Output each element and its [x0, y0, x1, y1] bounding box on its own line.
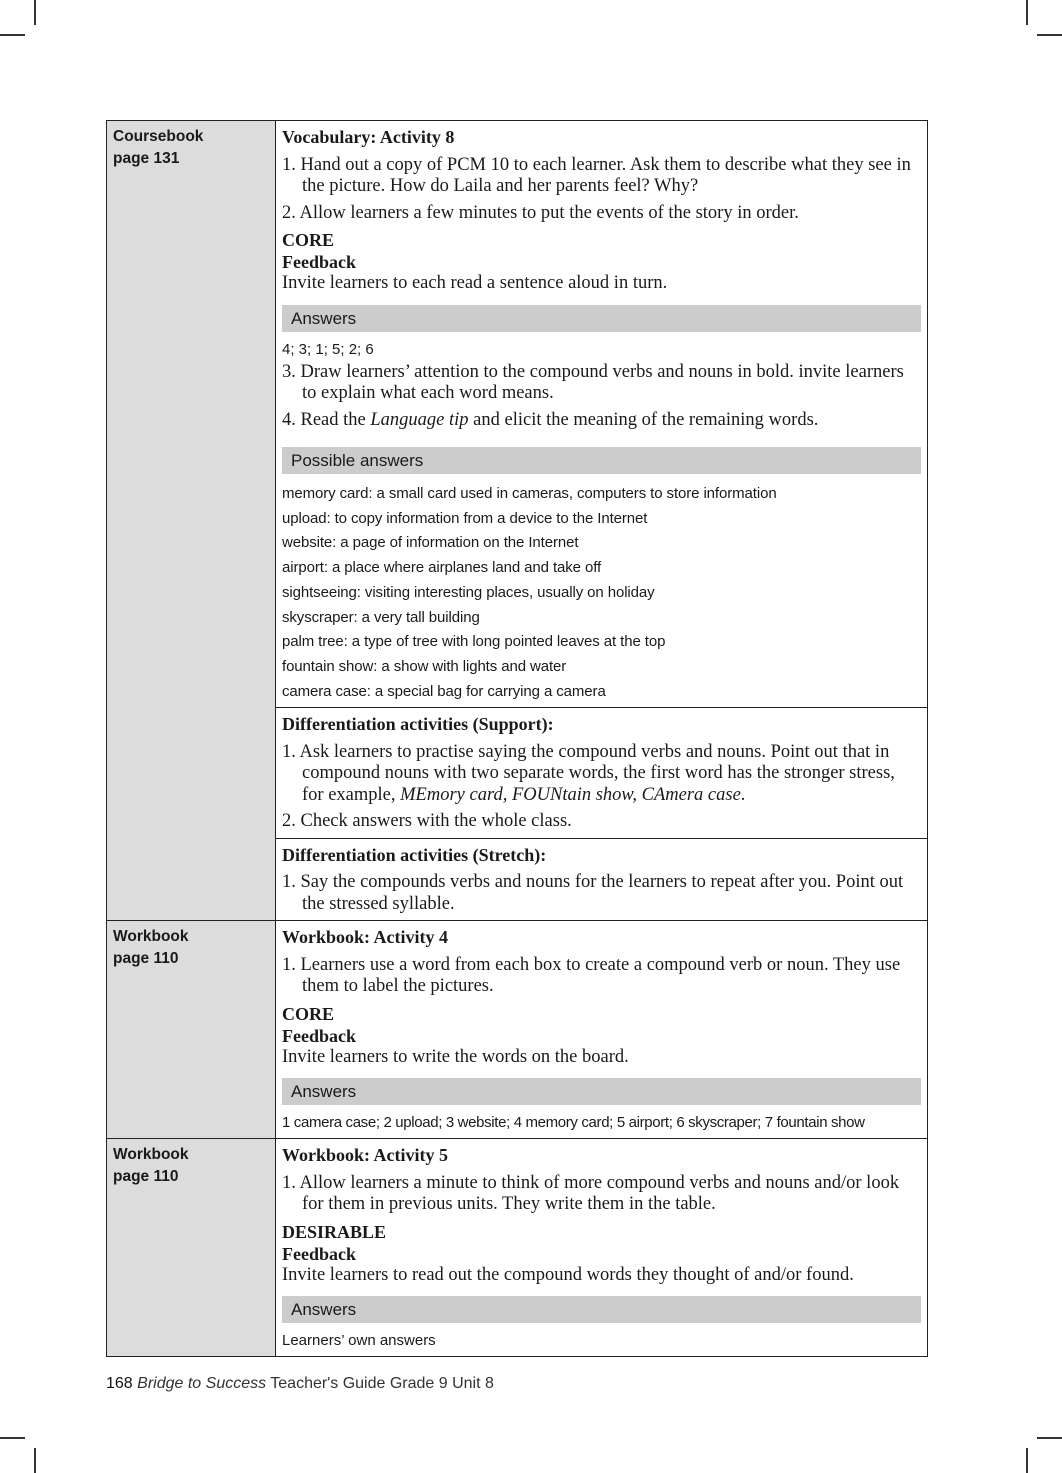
crop-mark-bottom-left-vertical: [34, 1448, 36, 1473]
table-row-coursebook: [107, 121, 928, 708]
reference-cell: [107, 121, 276, 921]
reference-page: page 110: [113, 950, 179, 968]
answers-text: 1 camera case; 2 upload; 3 website; 4 memory card; 5 airport; 6 skyscraper; 7 fountain show: [282, 1114, 865, 1132]
support-heading: Differentiation activities (Support):: [282, 714, 554, 735]
reference-cell: [107, 1139, 276, 1357]
step-4-language-tip: Language tip: [370, 409, 469, 430]
support-step-1-suffix: .: [740, 784, 746, 805]
list-item: fountain show: a show with lights and water: [282, 657, 567, 675]
level-label: DESIRABLE: [282, 1221, 387, 1242]
crop-mark-bottom-left-horizontal: [0, 1437, 25, 1439]
crop-mark-bottom-right-horizontal: [1037, 1437, 1062, 1439]
reference-page: page 110: [113, 1168, 179, 1186]
step-1: 1. Learners use a word from each box to create a compound verb or noun. They use them to label the pictures.: [282, 954, 901, 997]
stretch-heading: Differentiation activities (Stretch):: [282, 844, 547, 865]
stretch-step-1: 1. Say the compounds verbs and nouns for the learners to repeat after you. Point out the stressed syllable.: [282, 872, 904, 914]
level-label: CORE: [282, 230, 335, 250]
support-step-1-examples: MEmory card, FOUNtain show, CAmera case: [400, 784, 741, 805]
step-3: 3. Draw learners’ attention to the compound verbs and nouns in bold. invite learners to explain what each word means.: [282, 361, 904, 403]
reference-book: Workbook: [113, 1146, 189, 1164]
activity-heading: Workbook: Activity 5: [282, 1145, 449, 1166]
answers-text: 4; 3; 1; 5; 2; 6: [282, 340, 374, 358]
feedback-text: Invite learners to read out the compound words they thought of and/or found.: [282, 1264, 854, 1285]
footer-subtitle: Teacher's Guide Grade 9 Unit 8: [270, 1375, 494, 1392]
activity-cell: [276, 1139, 928, 1357]
support-step-2: 2. Check answers with the whole class.: [282, 811, 572, 832]
feedback-label: Feedback: [282, 252, 356, 272]
activity-heading: Vocabulary: Activity 8: [282, 127, 455, 147]
feedback-text: Invite learners to write the words on the board.: [282, 1046, 629, 1067]
list-item: memory card: a small card used in cameras, computers to store information: [282, 485, 777, 502]
answers-header: Answers: [282, 1078, 921, 1105]
stretch-cell: [276, 838, 928, 921]
activity-heading: Workbook: Activity 4: [282, 927, 449, 948]
activity-cell: [276, 121, 928, 708]
crop-mark-top-right-vertical: [1026, 0, 1028, 25]
list-item: palm tree: a type of tree with long pointed leaves at the top: [282, 633, 666, 651]
list-item: camera case: a special bag for carrying a camera: [282, 682, 606, 700]
support-cell: [276, 708, 928, 839]
crop-mark-top-left-horizontal: [0, 34, 25, 36]
step-2: 2. Allow learners a few minutes to put the events of the story in order.: [282, 202, 799, 223]
possible-answers-header: Possible answers: [282, 447, 921, 474]
step-1: 1. Hand out a copy of PCM 10 to each learner. Ask them to describe what they see in the picture. How do Laila and her parents feel? Why?: [282, 154, 911, 196]
list-item: skyscraper: a very tall building: [282, 608, 480, 626]
crop-mark-top-left-vertical: [34, 0, 36, 25]
feedback-text: Invite learners to each read a sentence aloud in turn.: [282, 273, 668, 293]
table-row-workbook-activity-4: [107, 921, 928, 1139]
step-4-prefix: 4. Read the: [282, 409, 371, 430]
list-item: airport: a place where airplanes land and take off: [282, 559, 602, 577]
level-label: CORE: [282, 1003, 335, 1024]
step-1: 1. Allow learners a minute to think of more compound verbs and nouns and/or look for them in previous units. They write them in the table.: [282, 1172, 900, 1215]
support-step-1: [282, 742, 921, 807]
reference-page: page 131: [113, 150, 180, 167]
lesson-plan-table: [106, 120, 928, 1357]
answers-header: Answers: [282, 1296, 921, 1323]
activity-cell: [276, 921, 928, 1139]
list-item: upload: to copy information from a device to the Internet: [282, 509, 648, 527]
reference-cell: [107, 921, 276, 1139]
crop-mark-top-right-horizontal: [1037, 34, 1062, 36]
page-footer: [106, 1375, 494, 1393]
reference-book: Coursebook: [113, 128, 204, 145]
list-item: sightseeing: visiting interesting places, usually on holiday: [282, 583, 655, 601]
step-4-suffix: and elicit the meaning of the remaining words.: [468, 409, 819, 430]
table-row-workbook-activity-5: [107, 1139, 928, 1357]
book-title: Bridge to Success: [137, 1375, 267, 1392]
possible-answers-list: [282, 482, 921, 704]
feedback-label: Feedback: [282, 1025, 356, 1046]
support-step-1-prefix: 1. Ask learners to practise saying the compound verbs and nouns. Point out that in compound nouns with two separate words, the first word has the stronger stress, for example,: [282, 741, 895, 805]
list-item: website: a page of information on the Internet: [282, 534, 579, 552]
feedback-label: Feedback: [282, 1243, 356, 1264]
crop-mark-bottom-right-vertical: [1026, 1448, 1028, 1473]
reference-book: Workbook: [113, 928, 189, 946]
page-number: 168: [106, 1375, 133, 1392]
answers-header: Answers: [282, 305, 921, 332]
answers-text: Learners’ own answers: [282, 1332, 436, 1350]
step-4: [282, 410, 921, 432]
